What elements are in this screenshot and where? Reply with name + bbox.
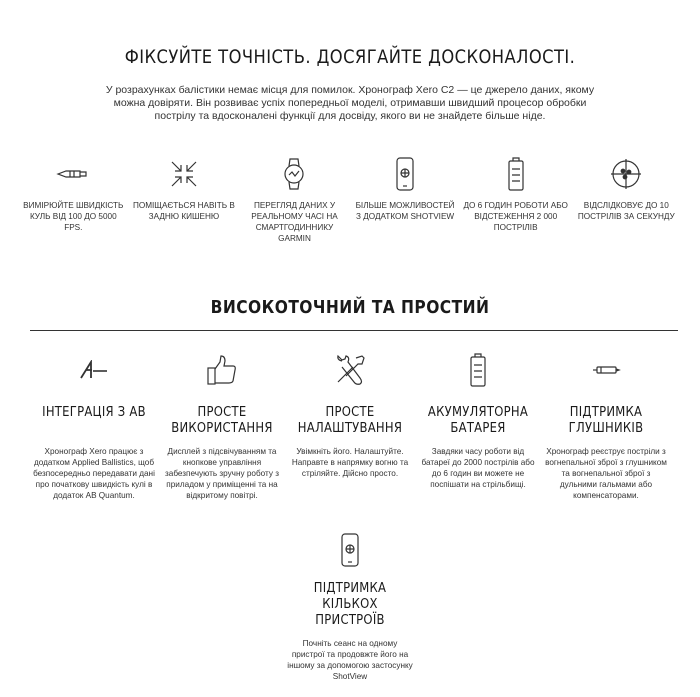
card-body: Завдяки часу роботи від батареї до 2000 пострілів або до 6 годин ви можете не поспішати на стрільбищі. <box>421 447 535 489</box>
feature-text: БІЛЬШЕ МОЖЛИВОСТЕЙ З ДОДАТКОМ SHOTVIEW <box>355 201 455 221</box>
feature-item <box>18 156 129 244</box>
ab-logo-icon <box>30 350 158 390</box>
feature-item <box>129 156 240 244</box>
card-item <box>542 350 670 501</box>
card-heading: АКУМУЛЯТОРНА БАТАРЕЯ <box>427 404 529 436</box>
feature-item <box>239 156 350 244</box>
section-divider <box>30 330 678 331</box>
card-item <box>30 350 158 501</box>
feature-text: ВИМІРЮЙТЕ ШВИДКІСТЬ КУЛЬ ВІД 100 ДО 5000 FPS. <box>23 201 124 232</box>
hero-description: У розрахунках балістики немає місця для помилок. Хронограф Xero C2 — це джерело даних, якому можна довіряти. Він розвиває успіх попередньої моделі, отримавши швидший процесор обробки пострілу та вдосконалені функції для досвіду, якого ви не знайдете більше ніде. <box>105 84 595 122</box>
compress-arrows-icon <box>129 156 240 192</box>
card-body: Увімкніть його. Налаштуйте. Направте в напрямку вогню та стріляйте. Дійсно просто. <box>291 447 409 478</box>
card-body: Хронограф реєструє постріли з вогнепальної зброї з глушником та вогнепальної зброї з дульними гальмами або компенсаторами. <box>545 447 667 500</box>
section-title: ВИСОКОТОЧНИЙ ТА ПРОСТИЙ <box>210 297 490 318</box>
smartphone-icon <box>350 156 461 192</box>
card-item <box>286 530 414 682</box>
card-body: Почніть сеанс на одному пристрої та продовжте його на іншому за допомогою застосунку ShotView <box>287 639 413 681</box>
battery-icon <box>414 350 542 390</box>
tools-icon <box>286 350 414 390</box>
feature-item <box>350 156 461 244</box>
bullet-icon <box>18 156 129 192</box>
card-item <box>286 350 414 501</box>
feature-text: ДО 6 ГОДИН РОБОТИ АБО ВІДСТЕЖЕННЯ 2 000 ПОСТРІЛІВ <box>463 201 568 232</box>
feature-text: ПЕРЕГЛЯД ДАНИХ У РЕАЛЬНОМУ ЧАСІ НА СМАРТГОДИННИКУ GARMIN <box>251 201 338 243</box>
thumbs-up-icon <box>158 350 286 390</box>
suppressor-icon <box>542 350 670 390</box>
feature-text: ПОМІЩАЄТЬСЯ НАВІТЬ В ЗАДНЮ КИШЕНЮ <box>132 201 235 221</box>
feature-item <box>571 156 682 244</box>
features-row <box>18 156 682 244</box>
card-heading: ІНТЕГРАЦІЯ З AB <box>42 404 146 420</box>
cards-row <box>30 350 670 501</box>
card-heading: ПІДТРИМКА КІЛЬКОХ ПРИСТРОЇВ <box>313 580 387 628</box>
feature-text: ВІДСЛІДКОВУЄ ДО 10 ПОСТРІЛІВ ЗА СЕКУНДУ <box>577 201 675 221</box>
card-item <box>158 350 286 501</box>
card-heading: ПІДТРИМКА ГЛУШНИКІВ <box>568 404 644 436</box>
card-item <box>414 350 542 501</box>
smartphone-icon <box>286 530 414 570</box>
target-icon <box>571 156 682 192</box>
card-body: Хронограф Xero працює з додатком Applied Ballistics, щоб безпосередньо передавати дані про початкову швидкість кулі в додаток AB Quantum. <box>33 447 155 500</box>
smartwatch-icon <box>239 156 350 192</box>
hero-title: ФІКСУЙТЕ ТОЧНІСТЬ. ДОСЯГАЙТЕ ДОСКОНАЛОСТІ. <box>124 46 576 68</box>
feature-item <box>460 156 571 244</box>
card-heading: ПРОСТЕ ВИКОРИСТАННЯ <box>171 404 273 436</box>
card-heading: ПРОСТЕ НАЛАШТУВАННЯ <box>297 404 403 436</box>
battery-icon <box>460 156 571 192</box>
card-body: Дисплей з підсвічуванням та кнопкове управління забезпечують зручну роботу з приладом у приміщенні та на відкритому повітрі. <box>165 447 279 500</box>
